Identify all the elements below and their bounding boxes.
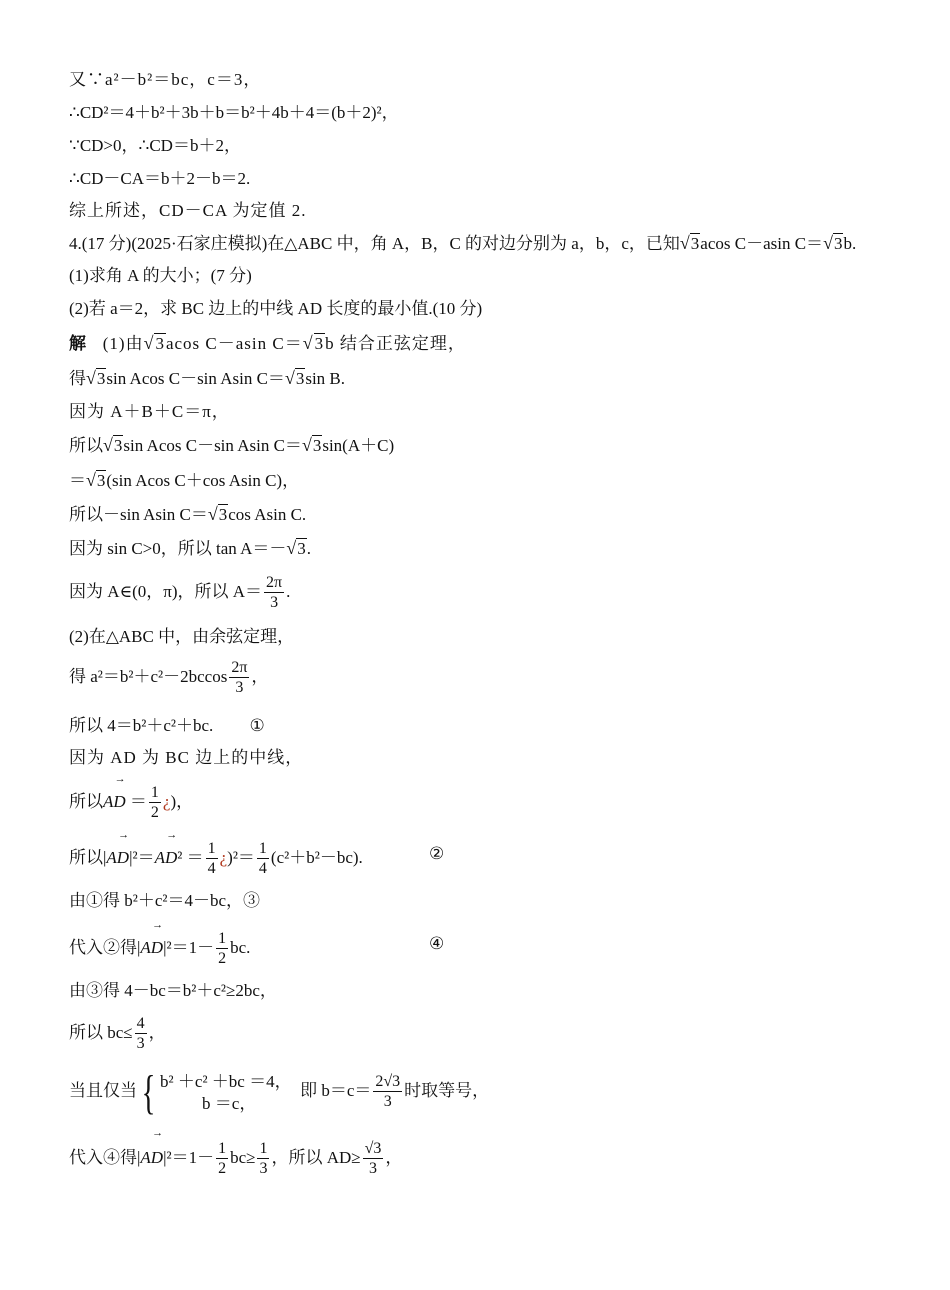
sqrt-3: √3: [679, 233, 700, 253]
solution-label: 解: [69, 334, 87, 353]
line-text: acos C－asin C＝: [700, 234, 824, 253]
line-text: cos Asin C.: [228, 505, 307, 524]
line-text: ，: [251, 667, 269, 686]
sqrt-3: √3: [302, 333, 325, 353]
line-text: (1)由: [102, 334, 144, 353]
line-text: 所以|: [69, 848, 107, 867]
line-text: 因为 A∈(0，π)，所以 A＝: [69, 582, 263, 601]
equation-marker-2: ②: [429, 844, 445, 863]
fraction-1-2: $\frac{1}{2}$: [218, 1140, 227, 1178]
equation-3: [69, 890, 910, 912]
line-text: acos C－asin C＝: [165, 334, 303, 353]
text-line-3: [69, 135, 910, 157]
fraction-1-4: $\frac{1}{4}$: [258, 840, 267, 878]
line-text: )²＝: [227, 848, 255, 867]
line-text: 由③得 4－bc＝b²＋c²≥2bc，: [69, 981, 277, 1000]
line-text: 因为 AD 为 BC 边上的中线，: [69, 748, 304, 767]
line-text: ∴CD²＝4＋b²＋3b＋b＝b²＋4b＋4＝(b＋2)²，: [69, 103, 399, 122]
line-text: .: [306, 539, 312, 558]
text-line-18: [69, 657, 910, 697]
equation-2: [69, 829, 910, 878]
line-text: 时取等号，: [404, 1081, 490, 1100]
text-line-26: [69, 1013, 910, 1053]
sqrt-3: √3: [86, 368, 106, 388]
equation-1: [69, 715, 910, 737]
garbled-glyph: ¿: [162, 792, 171, 811]
fraction-2pi-3: $\frac{2\pi}{3}$: [231, 659, 248, 697]
line-text: ＝: [69, 471, 86, 490]
line-text: ∴CD－CA＝b＋2－b＝2.: [69, 169, 251, 188]
line-text: 当且仅当: [69, 1081, 137, 1100]
line-text: 得 a²＝b²＋c²－2bccos: [69, 667, 228, 686]
sqrt-3: √3: [284, 368, 305, 388]
line-text: (c²＋b²－bc).: [270, 848, 363, 867]
line-text: ，所以 AD≥: [271, 1148, 361, 1167]
text-line-15: [69, 537, 910, 560]
line-text: bc.: [230, 938, 251, 957]
equation-marker-4: ④: [429, 934, 445, 953]
text-line-11: [69, 401, 910, 423]
line-text: ＝: [186, 848, 204, 867]
line-text: )，: [170, 792, 194, 811]
vector-AD: → AD: [106, 829, 130, 867]
equality-condition: [69, 1066, 910, 1120]
line-text: 所以－sin Asin C＝: [69, 505, 208, 524]
text-line-4: [69, 168, 910, 190]
line-text: 由①得 b²＋c²＝4－bc，③: [69, 891, 261, 910]
text-line-13: [69, 469, 910, 492]
text-line-25: [69, 980, 910, 1002]
question-part-1: [69, 265, 910, 287]
line-text: sin B.: [305, 369, 346, 388]
line-text: 所以 bc≤: [69, 1023, 133, 1042]
sqrt-3: √3: [823, 233, 843, 253]
text-line-1: [69, 69, 910, 91]
line-text: ²: [177, 848, 183, 867]
solution-start: [69, 332, 910, 355]
text-line-5: [69, 200, 910, 222]
fraction-4-3: $\frac{4}{3}$: [136, 1015, 145, 1053]
line-text: 因为 A＋B＋C＝π，: [69, 402, 230, 421]
fraction-1-2: $\frac{1}{2}$: [218, 930, 227, 968]
line-text: |²＝: [129, 848, 155, 867]
line-text: 所以: [69, 792, 103, 811]
system-row-2: b ＝c，: [202, 1094, 257, 1114]
problem-4-statement: [69, 232, 910, 255]
sqrt-3: √3: [207, 504, 228, 524]
fraction-1-3: $\frac{1}{3}$: [259, 1140, 268, 1178]
line-text: ＝: [129, 792, 147, 811]
equation-marker-1: ①: [249, 716, 265, 735]
line-text: 得: [69, 369, 86, 388]
line-text: ，: [148, 1023, 166, 1042]
line-text: 所以 4＝b²＋c²＋bc.: [69, 716, 214, 735]
vector-AD: → AD: [140, 1127, 164, 1167]
line-text: 代入②得|: [69, 938, 141, 957]
fraction-1-2: $\frac{1}{2}$: [150, 784, 159, 822]
sqrt-3: √3: [286, 538, 306, 558]
text-line-21: [69, 773, 910, 822]
line-text: 即 b＝c＝: [300, 1081, 372, 1100]
line-text: 因为 sin C>0，所以 tan A＝－: [69, 539, 287, 558]
line-text: .: [286, 582, 291, 601]
line-text: b.: [843, 234, 857, 253]
fraction-sqrt3-3: $\frac{√3}{3}$: [364, 1140, 382, 1178]
vector-AD: → AD: [154, 829, 178, 867]
line-text: ∵CD>0，∴CD＝b＋2，: [69, 136, 241, 155]
fraction-2pi-3: $\frac{2\pi}{3}$: [266, 574, 283, 612]
text-line-14: [69, 503, 910, 526]
line-text: sin(A＋C): [322, 436, 395, 455]
fraction-1-4: $\frac{1}{4}$: [207, 840, 216, 878]
line-text: 综上所述，CD－CA 为定值 2.: [69, 201, 307, 220]
text-line-20: [69, 747, 910, 769]
line-text: bc≥: [230, 1148, 256, 1167]
brace-icon: {: [141, 1066, 156, 1120]
line-text: 所以: [69, 436, 103, 455]
line-text: 代入④得|: [69, 1148, 141, 1167]
line-text: |²＝1－: [163, 938, 215, 957]
text-line-16: [69, 572, 910, 612]
line-text: sin Acos C－sin Asin C＝: [106, 369, 285, 388]
vector-AD: → AD: [140, 919, 164, 957]
question-part-2: [69, 298, 910, 320]
line-text: b 结合正弦定理，: [325, 334, 466, 353]
line-text: ，: [385, 1148, 403, 1167]
system-row-1: b² ＋c² ＋bc ＝4，: [160, 1072, 292, 1092]
sqrt-3: √3: [143, 333, 165, 353]
sqrt-3: √3: [86, 470, 106, 490]
equation-4: [69, 919, 910, 968]
text-line-17: [69, 626, 910, 648]
equation-system: [137, 1066, 292, 1120]
sqrt-3: √3: [301, 435, 322, 455]
line-text: (2)在△ABC 中，由余弦定理，: [69, 627, 295, 646]
line-text: (sin Acos C＋cos Asin C)，: [106, 471, 300, 490]
fraction-2sqrt3-3: $\frac{2√3}{3}$: [375, 1073, 401, 1111]
garbled-glyph: ¿: [219, 848, 228, 867]
text-line-28: [69, 1127, 910, 1180]
text-line-2: [69, 102, 910, 124]
sqrt-3: √3: [103, 435, 123, 455]
vector-AD: → AD: [103, 773, 126, 811]
line-text: (1)求角 A 的大小；(7 分): [69, 266, 252, 285]
line-text: (2)若 a＝2，求 BC 边上的中线 AD 长度的最小值.(10 分): [69, 299, 483, 318]
line-text: 又∵a²－b²＝bc，c＝3，: [69, 70, 262, 89]
text-line-12: [69, 434, 910, 457]
line-text: |²＝1－: [163, 1148, 215, 1167]
text-line-10: [69, 367, 910, 390]
line-text: sin Acos C－sin Asin C＝: [123, 436, 302, 455]
line-text: 4.(17 分)(2025·石家庄模拟)在△ABC 中，角 A，B，C 的对边分别为 a，b，c，已知: [69, 234, 680, 253]
